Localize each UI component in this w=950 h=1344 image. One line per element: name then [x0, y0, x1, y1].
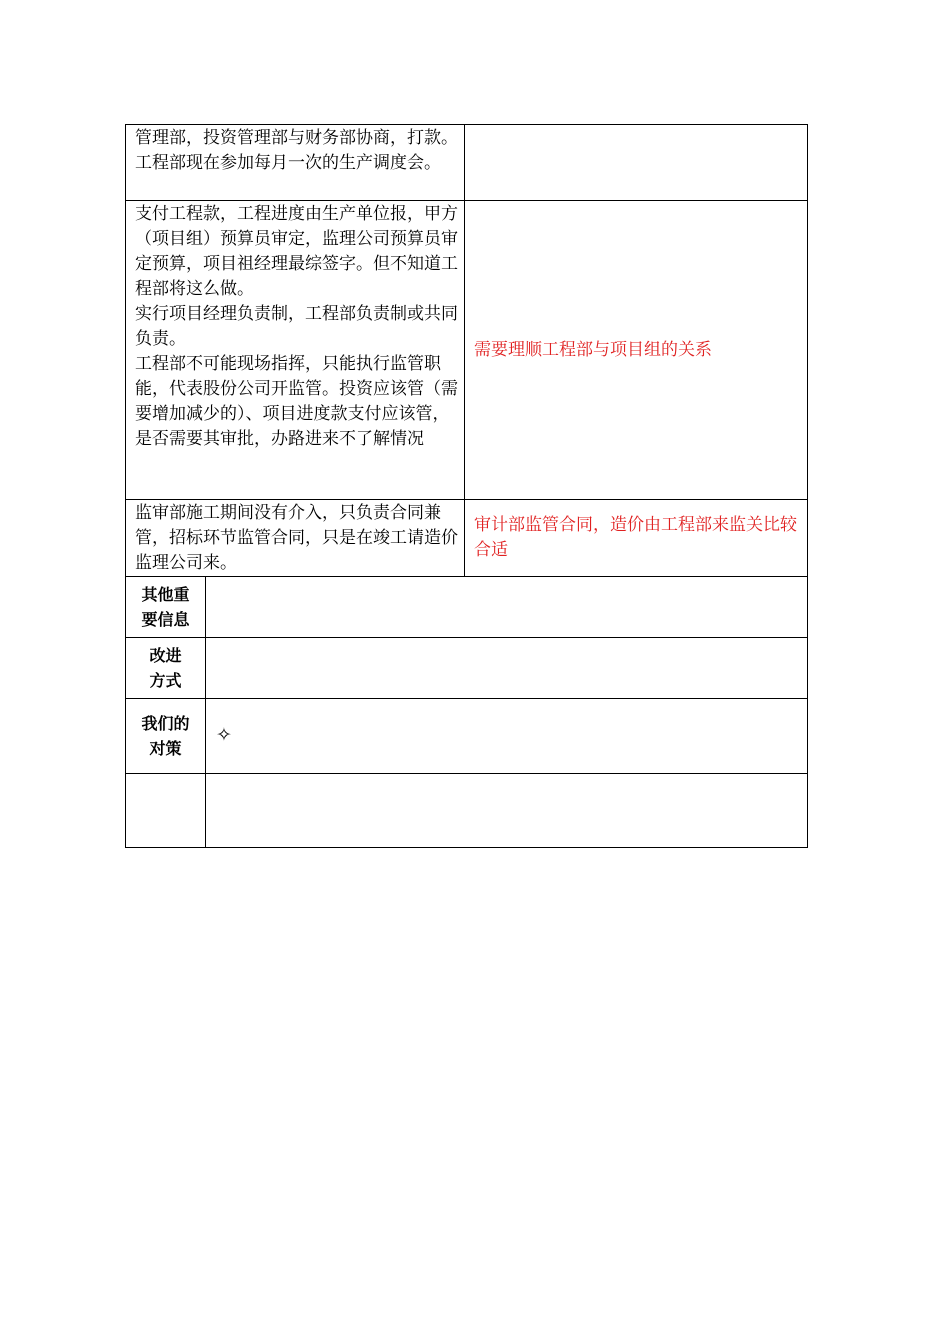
notes-table [125, 124, 808, 848]
sparkle-bullet-icon: ✧ [216, 724, 232, 746]
observation-text: 管理部，投资管理部与财务部协商，打款。工程部现在参加每月一次的生产调度会。 [135, 128, 458, 173]
blank-label-cell [126, 774, 206, 848]
table-row [126, 577, 808, 638]
remark-cell [465, 125, 808, 201]
improvement-value [206, 668, 807, 669]
improvement-value-cell [206, 638, 808, 699]
observation-cell [126, 201, 465, 500]
observation-cell [126, 500, 465, 577]
observation-text: 监审部施工期间没有介入，只负责合同兼管，招标环节监管合同，只是在竣工请造价监理公司来。 [135, 503, 458, 573]
table-row [126, 201, 808, 500]
remark-text [465, 125, 807, 126]
countermeasures-value-cell [206, 699, 808, 774]
blank-label [126, 774, 205, 775]
table-row [126, 699, 808, 774]
table-row [126, 774, 808, 848]
other-info-label-cell [126, 577, 206, 638]
other-info-label: 其他重 要信息 [141, 585, 190, 629]
remark-cell [465, 201, 808, 500]
observation-text: 支付工程款，工程进度由生产单位报，甲方（项目组）预算员审定，监理公司预算员审定预算，项目祖经理最综签字。但不知道工程部将这么做。 实行项目经理负责制，工程部负责制或共同负责。 工程部不可能现场指挥，只能执行监管职能，代表股份公司开监管。投资应该管（需要增加减少的）、项目进度款支付应该管，是否需要其审批，办路进来不了解情况 [135, 204, 458, 449]
improvement-label: 改进 方式 [149, 646, 182, 690]
countermeasures-label: 我们的 对策 [141, 714, 190, 758]
table-row [126, 125, 808, 201]
improvement-label-cell [126, 638, 206, 699]
blank-value-cell [206, 774, 808, 848]
table-row [126, 638, 808, 699]
remark-text: 审计部监管合同，造价由工程部来监关比较合适 [474, 515, 797, 560]
table-row [126, 500, 808, 577]
remark-text: 需要理顺工程部与项目组的关系 [474, 340, 712, 360]
countermeasures-label-cell [126, 699, 206, 774]
blank-value [206, 774, 807, 775]
other-info-value-cell [206, 577, 808, 638]
remark-cell [465, 500, 808, 577]
other-info-value [206, 607, 807, 608]
observation-cell [126, 125, 465, 201]
